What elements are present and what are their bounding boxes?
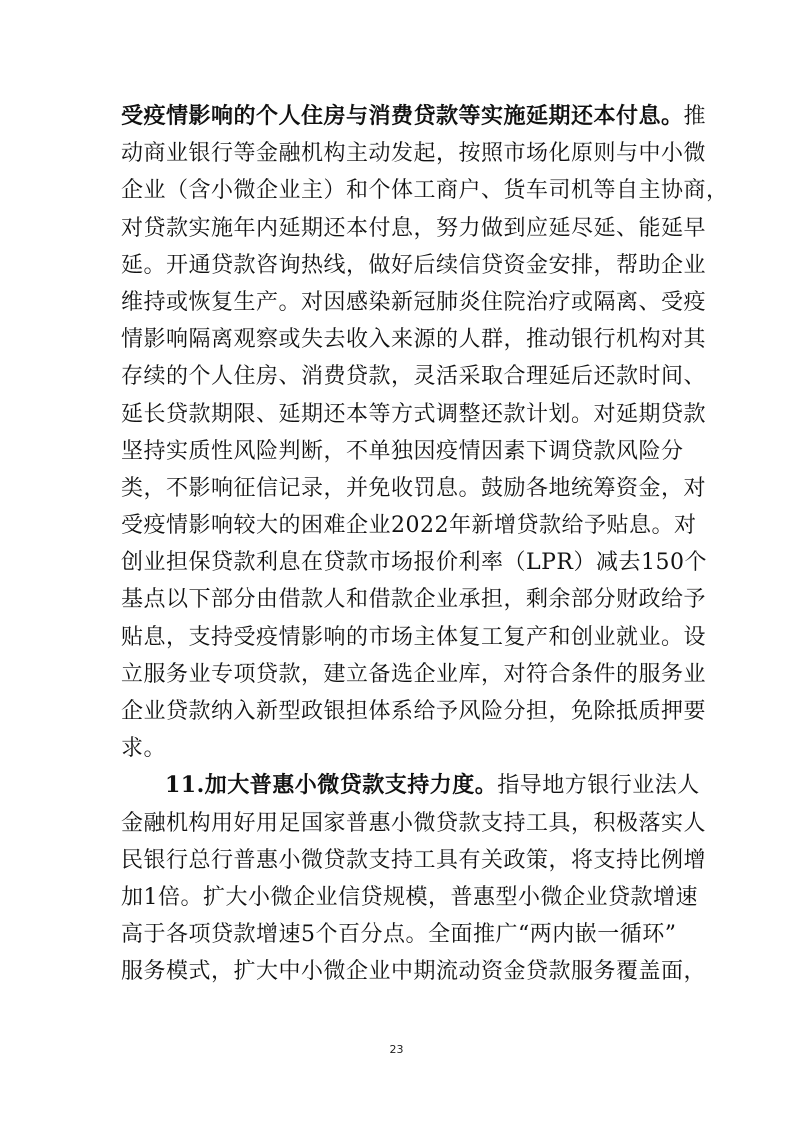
paragraph-1-line: 立服务业专项贷款，建立备选企业库，对符合条件的服务业 [121,661,707,687]
paragraph-2-line: 金融机构用好用足国家普惠小微贷款支持工具，积极落实人 [121,810,707,836]
paragraph-1-heading: 受疫情影响的个人住房与消费贷款等实施延期还本付息。 [121,103,684,129]
paragraph-1-line: 坚持实质性风险判断，不单独因疫情因素下调贷款风险分 [121,438,684,464]
paragraph-2-line-1-text: 指导地方银行业法人 [497,773,700,799]
paragraph-1-line: 贴息，支持受疫情影响的市场主体复工复产和创业就业。设 [121,624,707,650]
paragraph-1-line: 维持或恢复生产。对因感染新冠肺炎住院治疗或隔离、受疫 [121,289,707,315]
paragraph-1-line: 受疫情影响较大的困难企业2022年新增贷款给予贴息。对 [121,513,697,539]
paragraph-2-line: 高于各项贷款增速5个百分点。全面推广“两内嵌一循环” [121,922,677,948]
paragraph-2-line: 加1倍。扩大小微企业信贷规模，普惠型小微企业贷款增速 [121,884,698,910]
paragraph-2-line: 民银行总行普惠小微贷款支持工具有关政策，将支持比例增 [121,847,707,873]
paragraph-1-line: 对贷款实施年内延期还本付息，努力做到应延尽延、能延早 [121,215,707,241]
paragraph-1-line: 类，不影响征信记录，并免收罚息。鼓励各地统筹资金，对 [121,475,707,501]
paragraph-1-line: 创业担保贷款利息在贷款市场报价利率（LPR）减去150个 [121,550,707,576]
paragraph-1-line: 基点以下部分由借款人和借款企业承担，剩余部分财政给予 [121,587,707,613]
paragraph-2-line-1 [121,767,700,804]
paragraph-1-line: 延长贷款期限、延期还本等方式调整还款计划。对延期贷款 [121,401,707,427]
paragraph-1-line: 情影响隔离观察或失去收入来源的人群，推动银行机构对其 [121,327,707,353]
paragraph-1-line: 动商业银行等金融机构主动发起，按照市场化原则与中小微 [121,141,707,167]
page-number: 23 [389,1043,404,1056]
paragraph-1-line: 延。开通贷款咨询热线，做好后续信贷资金安排，帮助企业 [121,252,707,278]
paragraph-2-line: 服务模式，扩大中小微企业中期流动资金贷款服务覆盖面， [121,959,707,985]
paragraph-2-heading: 11.加大普惠小微贷款支持力度。 [165,772,498,799]
body-text [121,98,729,991]
paragraph-1-line: 企业贷款纳入新型政银担体系给予风险分担，免除抵质押要 [121,699,707,724]
paragraph-1-line: 求。 [121,736,167,762]
paragraph-1-line-1-text: 推 [683,104,707,129]
paragraph-1-line: 存续的个人住房、消费贷款，灵活采取合理延后还款时间、 [121,364,707,390]
paragraph-1-line: 企业（含小微企业主）和个体工商户、货车司机等自主协商， [121,178,729,204]
paragraph-1-line-1 [121,98,707,135]
